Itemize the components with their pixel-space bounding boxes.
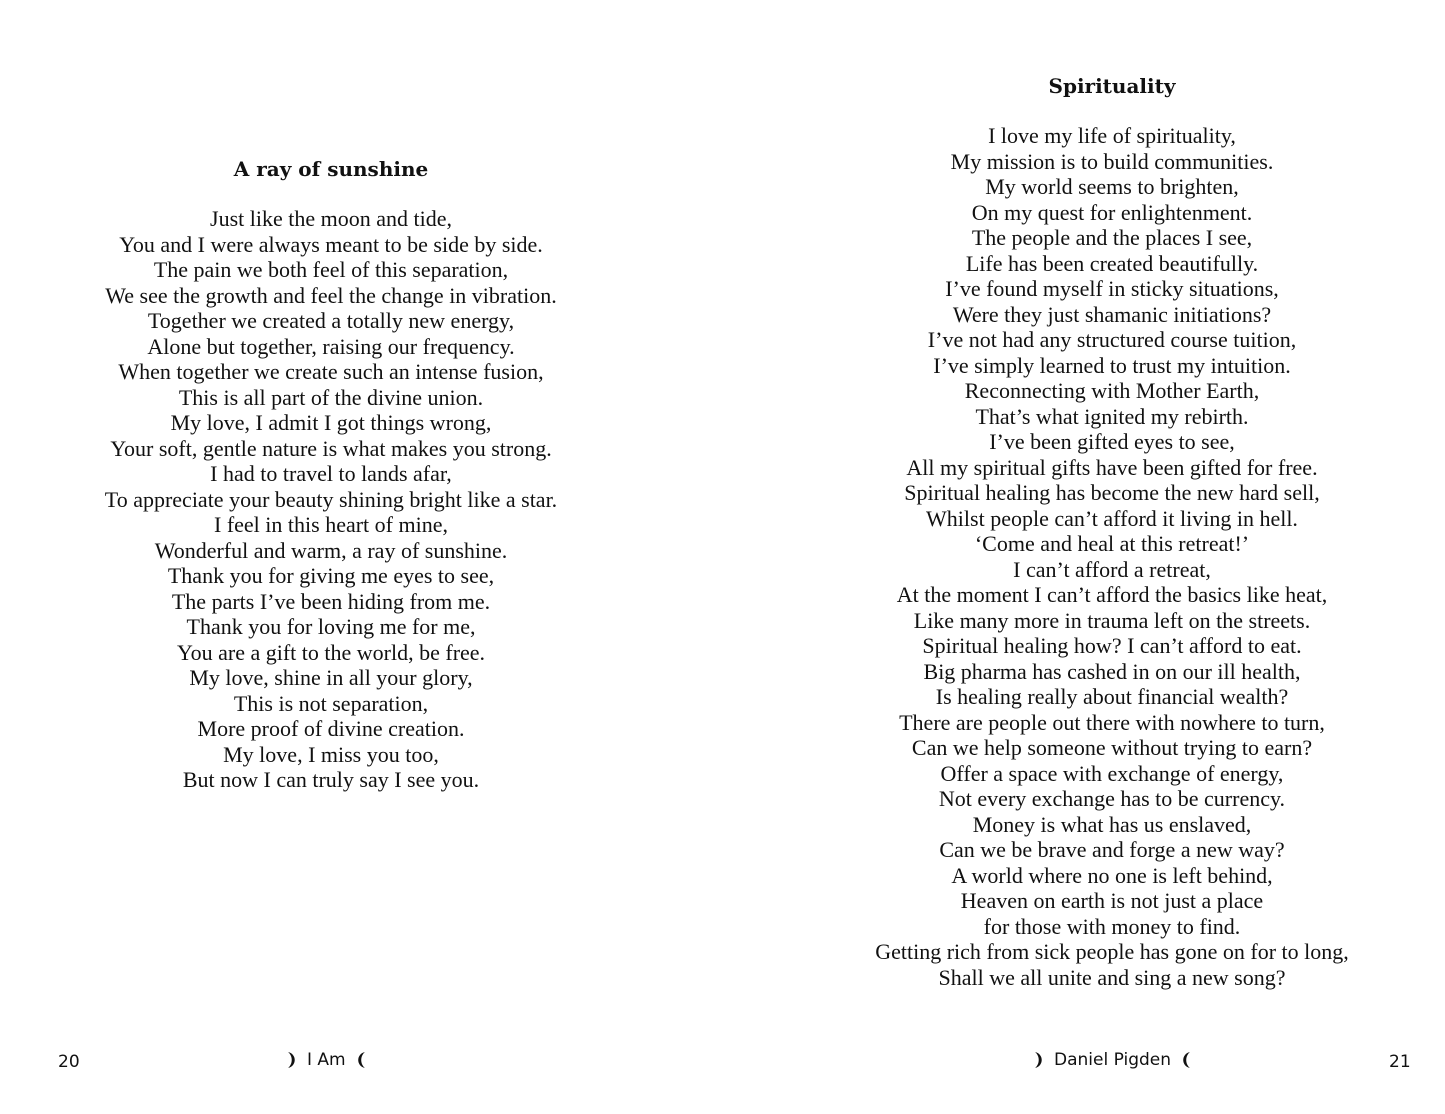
poem-line: I’ve simply learned to trust my intuition. <box>933 352 1291 378</box>
poem-line: Whilst people can’t afford it living in hell. <box>926 505 1298 531</box>
poem-line: More proof of divine creation. <box>197 716 465 741</box>
poem-line: There are people out there with nowhere to turn, <box>899 709 1325 735</box>
poem-line: Not every exchange has to be currency. <box>938 786 1286 811</box>
poem-line: Money is what has us enslaved, <box>972 811 1252 837</box>
poem-line: This is all part of the divine union. <box>178 384 484 410</box>
poem-line: This is not separation, <box>233 690 429 716</box>
poem-line: The pain we both feel of this separation, <box>153 257 509 282</box>
poem-line: I can’t afford a retreat, <box>1013 556 1211 582</box>
poem-line: Reconnecting with Mother Earth, <box>964 378 1260 403</box>
poem-line: My love, shine in all your glory, <box>189 665 473 690</box>
poem-line: Were they just shamanic initiations? <box>952 301 1272 327</box>
poem-body <box>812 123 1412 990</box>
poem-line: On my quest for enlightenment. <box>971 199 1253 225</box>
poem-line: Big pharma has cashed in on our ill health, <box>923 658 1301 684</box>
poem-line: I had to travel to lands afar, <box>210 461 452 486</box>
poem-line: Heaven on earth is not just a place <box>960 888 1264 913</box>
poem-line: Can we be brave and forge a new way? <box>939 837 1285 862</box>
poem-body <box>40 206 622 793</box>
poem-line: Spiritual healing has become the new hard sell, <box>904 480 1320 505</box>
poem-line: Thank you for giving me eyes to see, <box>167 563 495 588</box>
left-page <box>0 0 722 1114</box>
poem-line: Alone but together, raising our frequency. <box>147 333 515 359</box>
poem-line: My love, I miss you too, <box>223 741 439 767</box>
page-number: 20 <box>58 1052 80 1072</box>
poem-line: I’ve found myself in sticky situations, <box>945 276 1279 301</box>
running-head-text: I Am <box>307 1050 346 1070</box>
poem-line: But now I can truly say I see you. <box>182 767 480 792</box>
poem-line: Is healing really about financial wealth? <box>935 684 1289 709</box>
poem-line: That’s what ignited my rebirth. <box>975 403 1249 429</box>
poem-title: Spirituality <box>1048 74 1176 98</box>
poem-line: Together we created a totally new energy, <box>147 308 515 333</box>
crescent-moon-left-icon <box>1181 1051 1191 1069</box>
running-head <box>287 1048 366 1072</box>
poem-line: We see the growth and feel the change in vibration. <box>105 282 557 308</box>
poem-line: Can we help someone without trying to earn? <box>911 735 1313 760</box>
poem-line: I love my life of spirituality, <box>988 123 1236 148</box>
poem-line: A world where no one is left behind, <box>951 862 1273 888</box>
running-head-text: Daniel Pigden <box>1054 1050 1172 1070</box>
right-page <box>722 0 1445 1114</box>
poem-line: To appreciate your beauty shining bright like a star. <box>104 486 558 512</box>
poem-line: Getting rich from sick people has gone on for to long, <box>875 939 1349 964</box>
poem-line: Thank you for loving me for me, <box>186 614 476 639</box>
crescent-moon-left-icon <box>356 1051 366 1069</box>
poem-line: My love, I admit I got things wrong, <box>170 410 492 435</box>
poem-line: The people and the places I see, <box>971 225 1253 250</box>
poem-line: Your soft, gentle nature is what makes you strong. <box>110 435 552 461</box>
poem-line: Life has been created beautifully. <box>965 250 1259 276</box>
poem-line: Wonderful and warm, a ray of sunshine. <box>154 537 508 563</box>
poem-line: Offer a space with exchange of energy, <box>940 760 1284 786</box>
poem-line: I’ve been gifted eyes to see, <box>989 429 1235 454</box>
poem-line: You and I were always meant to be side by side. <box>119 231 543 257</box>
poem-line: I feel in this heart of mine, <box>214 512 448 537</box>
poem-line: When together we create such an intense fusion, <box>118 359 544 384</box>
poem-line: Spiritual healing how? I can’t afford to eat. <box>922 633 1302 658</box>
poem-line: My mission is to build communities. <box>950 148 1274 174</box>
poem-line: You are a gift to the world, be free. <box>176 639 486 665</box>
poem-line: Just like the moon and tide, <box>210 206 452 231</box>
page-number: 21 <box>1389 1052 1411 1072</box>
poem-line: I’ve not had any structured course tuition, <box>927 327 1297 352</box>
poem-line: All my spiritual gifts have been gifted for free. <box>906 454 1318 480</box>
running-head <box>1034 1048 1191 1072</box>
poem-line: Shall we all unite and sing a new song? <box>938 964 1286 990</box>
crescent-moon-right-icon <box>1034 1051 1044 1069</box>
poem-line: for those with money to find. <box>983 913 1241 939</box>
poem-line: My world seems to brighten, <box>985 174 1239 199</box>
poem-line: The parts I’ve been hiding from me. <box>171 588 491 614</box>
poem-line: ‘Come and heal at this retreat!’ <box>974 531 1250 556</box>
crescent-moon-right-icon <box>287 1051 297 1069</box>
poem-title: A ray of sunshine <box>233 157 429 181</box>
poem-line: At the moment I can’t afford the basics like heat, <box>896 582 1328 607</box>
poem-line: Like many more in trauma left on the streets. <box>913 607 1311 633</box>
